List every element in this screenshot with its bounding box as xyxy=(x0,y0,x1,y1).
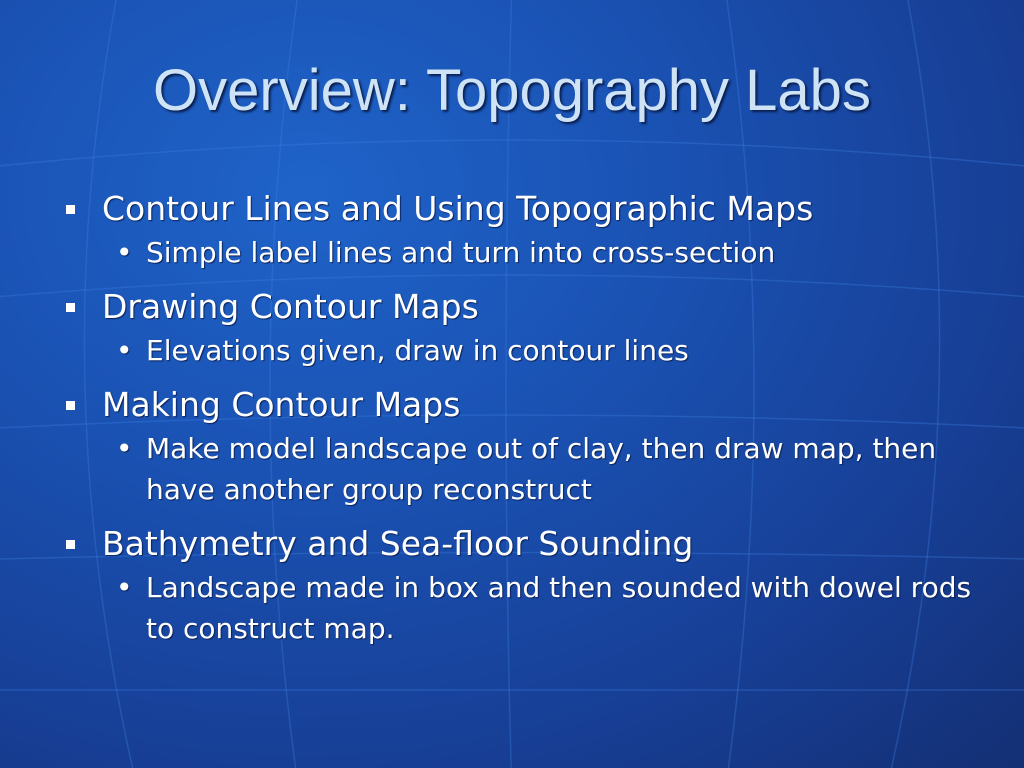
round-bullet-icon: • xyxy=(116,432,133,465)
slide-title: Overview: Topography Labs xyxy=(153,58,871,123)
bullet-level-1 xyxy=(58,284,988,330)
sub-bullet-text: Make model landscape out of clay, then draw map, then have another group reconstruct xyxy=(146,432,937,506)
sub-bullet-text: Simple label lines and turn into cross-section xyxy=(146,236,776,269)
bullet-text: Making Contour Maps xyxy=(102,385,461,424)
bullet-level-2 xyxy=(58,428,988,510)
sub-bullet-text: Elevations given, draw in contour lines xyxy=(146,334,689,367)
bullet-level-2 xyxy=(58,330,988,371)
round-bullet-icon: • xyxy=(116,334,133,367)
list-item xyxy=(58,521,988,649)
list-item xyxy=(58,284,988,371)
round-bullet-icon: • xyxy=(116,236,133,269)
bullet-text: Contour Lines and Using Topographic Maps xyxy=(102,189,814,228)
bullet-level-1 xyxy=(58,521,988,567)
bullet-level-2 xyxy=(58,232,988,273)
sub-bullet-text: Landscape made in box and then sounded with dowel rods to construct map. xyxy=(146,571,972,645)
square-bullet-icon xyxy=(66,401,75,410)
list-item xyxy=(58,186,988,273)
square-bullet-icon xyxy=(66,540,75,549)
bullet-level-2 xyxy=(58,567,988,649)
round-bullet-icon: • xyxy=(116,571,133,604)
square-bullet-icon xyxy=(66,303,75,312)
square-bullet-icon xyxy=(66,205,75,214)
bullet-level-1 xyxy=(58,382,988,428)
bullet-text: Drawing Contour Maps xyxy=(102,287,479,326)
bullet-list xyxy=(58,186,988,660)
list-item xyxy=(58,382,988,510)
bullet-text: Bathymetry and Sea-floor Sounding xyxy=(102,524,694,563)
bullet-level-1 xyxy=(58,186,988,232)
